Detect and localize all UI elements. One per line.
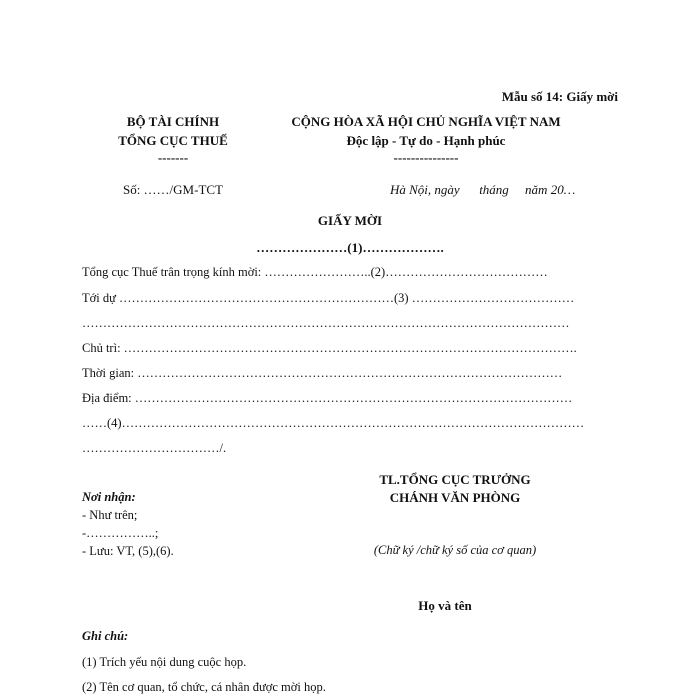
signer-name: Họ và tên xyxy=(418,598,472,613)
body-line-blank: ……………………………………………………………………………………………………… xyxy=(82,316,570,330)
document-number: Số: ……/GM-TCT xyxy=(122,182,224,197)
signature-note: (Chữ ký /chữ ký số của cơ quan) xyxy=(373,543,537,557)
signature-title-2: CHÁNH VĂN PHÒNG xyxy=(389,490,521,505)
body-line-chair: Chủ trì: ………………………………………………………………………………………………. xyxy=(82,341,577,355)
nation-motto: Độc lập - Tự do - Hạnh phúc xyxy=(346,133,506,148)
body-line-other: ……(4)………………………………………………………………………………………………… xyxy=(82,416,585,430)
department-name: TỔNG CỤC THUẾ xyxy=(118,133,228,148)
form-label: Mẫu số 14: Giấy mời xyxy=(501,89,618,104)
recipient-item-1: - Như trên; xyxy=(82,508,138,522)
recipient-item-2: -……………..; xyxy=(82,526,159,540)
signature-title-1: TL.TỔNG CỤC TRƯỞNG xyxy=(379,472,531,487)
body-line-attend: Tới dự …………………………………………………………(3) ………………………………… xyxy=(82,291,575,305)
body-line-location: Địa điểm: …………………………………………………………………………………………… xyxy=(82,391,573,405)
note-item-1: (1) Trích yếu nội dung cuộc họp. xyxy=(82,655,247,669)
nation-name: CỘNG HÒA XÃ HỘI CHỦ NGHĨA VIỆT NAM xyxy=(291,114,561,129)
ministry-name: BỘ TÀI CHÍNH xyxy=(126,114,220,129)
right-divider: --------------- xyxy=(393,150,459,165)
document-title: GIẤY MỜI xyxy=(317,213,383,228)
date-line: Hà Nội, ngày tháng năm 20… xyxy=(390,182,576,197)
recipients-heading: Nơi nhận: xyxy=(82,490,136,504)
recipient-item-3: - Lưu: VT, (5),(6). xyxy=(82,544,174,558)
document-subtitle: …………………(1)………………. xyxy=(256,240,444,255)
body-line-end: ……………………………/. xyxy=(82,441,227,455)
notes-heading: Ghi chú: xyxy=(82,629,129,643)
body-line-invite: Tổng cục Thuế trân trọng kính mời: ……………………..(2)………………………………… xyxy=(82,265,548,279)
body-line-time: Thời gian: ………………………………………………………………………………………… xyxy=(82,366,563,380)
note-item-2: (2) Tên cơ quan, tổ chức, cá nhân được mời họp. xyxy=(82,680,326,694)
left-divider: ------- xyxy=(157,150,189,165)
